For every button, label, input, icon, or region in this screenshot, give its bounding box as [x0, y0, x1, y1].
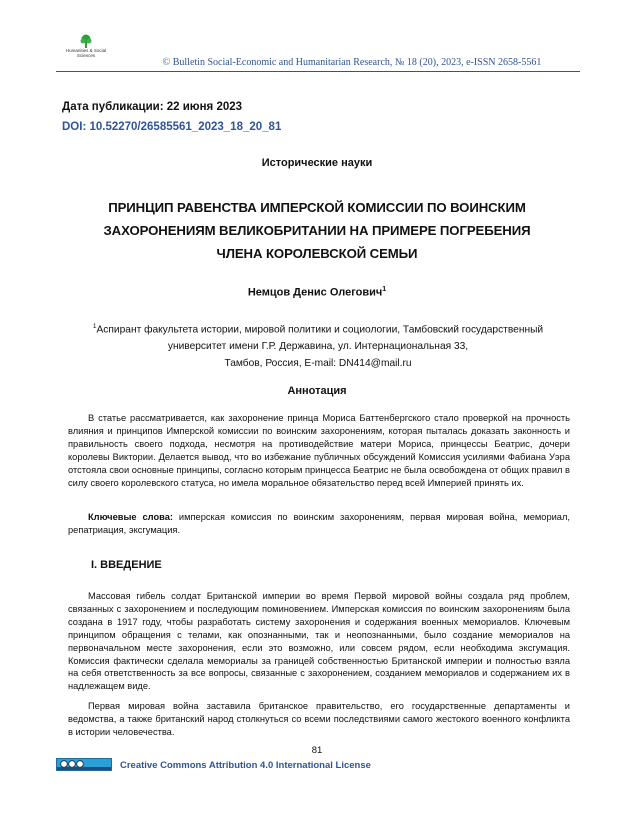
title-line-2: ЗАХОРОНЕНИЯМ ВЕЛИКОБРИТАНИИ НА ПРИМЕРЕ ПОГРЕБЕНИЯ — [103, 223, 531, 238]
title-line-3: ЧЛЕНА КОРОЛЕВСКОЙ СЕМЬИ — [216, 246, 418, 261]
affiliation — [56, 318, 580, 372]
keywords-text: имперская комиссия по воинским захоронениям, первая мировая война, мемориал, репатриация, эксгумация. — [68, 512, 570, 535]
affiliation-line-1-text: Аспирант факультета истории, мировой политики и социологии, Тамбовский государственный — [96, 324, 544, 336]
cc-badge-stripe — [57, 767, 111, 770]
article-title — [60, 196, 574, 265]
intro-heading: I. ВВЕДЕНИЕ — [91, 559, 162, 571]
journal-citation: © Bulletin Social-Economic and Humanitarian Research, № 18 (20), 2023, e-ISSN 2658-5561 — [162, 57, 542, 68]
affiliation-line-3: Тамбов, Россия, E-mail: DN414@mail.ru — [224, 358, 412, 370]
cc-by-badge[interactable] — [56, 758, 112, 771]
journal-logo — [56, 34, 116, 74]
keywords-label: Ключевые слова: — [88, 512, 173, 522]
section-name: Исторические науки — [261, 157, 373, 169]
abstract-heading: Аннотация — [287, 385, 347, 397]
doi-link[interactable]: DOI: 10.52270/26585561_2023_18_20_81 — [62, 121, 282, 133]
author-name: Немцов Денис Олегович — [247, 286, 383, 299]
logo-caption — [56, 48, 116, 58]
affiliation-line-2: университет имени Г.Р. Державина, ул. Интернациональная 33, — [167, 341, 469, 353]
license-link[interactable]: Creative Commons Attribution 4.0 International License — [120, 760, 371, 771]
keywords — [68, 511, 570, 537]
page-number: 81 — [311, 745, 323, 756]
abstract-text: В статье рассматривается, как захоронение принца Мориса Баттенбергского стало проверкой на прочность влияния и принципов Имперской комиссии по воинским захоронениям, которая пыталась доказать законность и правильность своего подхода, несмотря на противодействие матери Мориса, принцессы Беатрис, дочери королевы Виктории. Делается вывод, что во избежание публичных обсуждений Комиссия усилиями Фабиана Уэра отстояла свои основные принципы, согласно которым принцесса Беатрис не была освобождена от общих правил в силу своего королевского статуса, но имела моральное обязательство перед всей Империей принять их. — [68, 413, 570, 488]
author-affiliation-mark: 1 — [382, 286, 387, 293]
title-line-1: ПРИНЦИП РАВЕНСТВА ИМПЕРСКОЙ КОМИССИИ ПО ВОИНСКИМ — [108, 200, 526, 215]
header-divider — [56, 71, 580, 72]
publication-date: Дата публикации: 22 июня 2023 — [62, 101, 243, 113]
affiliation-line-1 — [56, 318, 580, 338]
intro-paragraph-2: Первая мировая война заставила британское правительство, его государственные департаменты и ведомства, а также британский народ столкнуться со всеми последствиями самого жестокого военного конфликта в истории человечества. — [68, 701, 570, 737]
intro-paragraph-1: Массовая гибель солдат Британской империи во время Первой мировой войны создала ряд проблем, связанных с захоронением и последующим поминовением. Имперская комиссия по воинским захоронениям была создана в 1917 году, чтобы разработать систему захоронения и содержания военных мемориалов. Ключевым принципом обращения с телами, как опознанными, так и неопознанными, было создание мемориалов на первоначальном месте захоронения, если это возможно, или совсем рядом, если необходима эксгумация. Комиссия фактически сделала мемориалы за границей собственностью Британской империи и полностью взяла на себя ответственность за все вопросы, связанные с захоронением, созданием мемориалов и содержанием их в надлежащем виде. — [68, 591, 570, 692]
logo-caption-line1: Humanities & Social — [65, 48, 107, 53]
affiliation-mark: 1 — [92, 323, 97, 330]
logo-caption-line2: Sciences — [76, 53, 96, 58]
tree-logo-icon — [79, 34, 93, 48]
author — [0, 286, 634, 299]
